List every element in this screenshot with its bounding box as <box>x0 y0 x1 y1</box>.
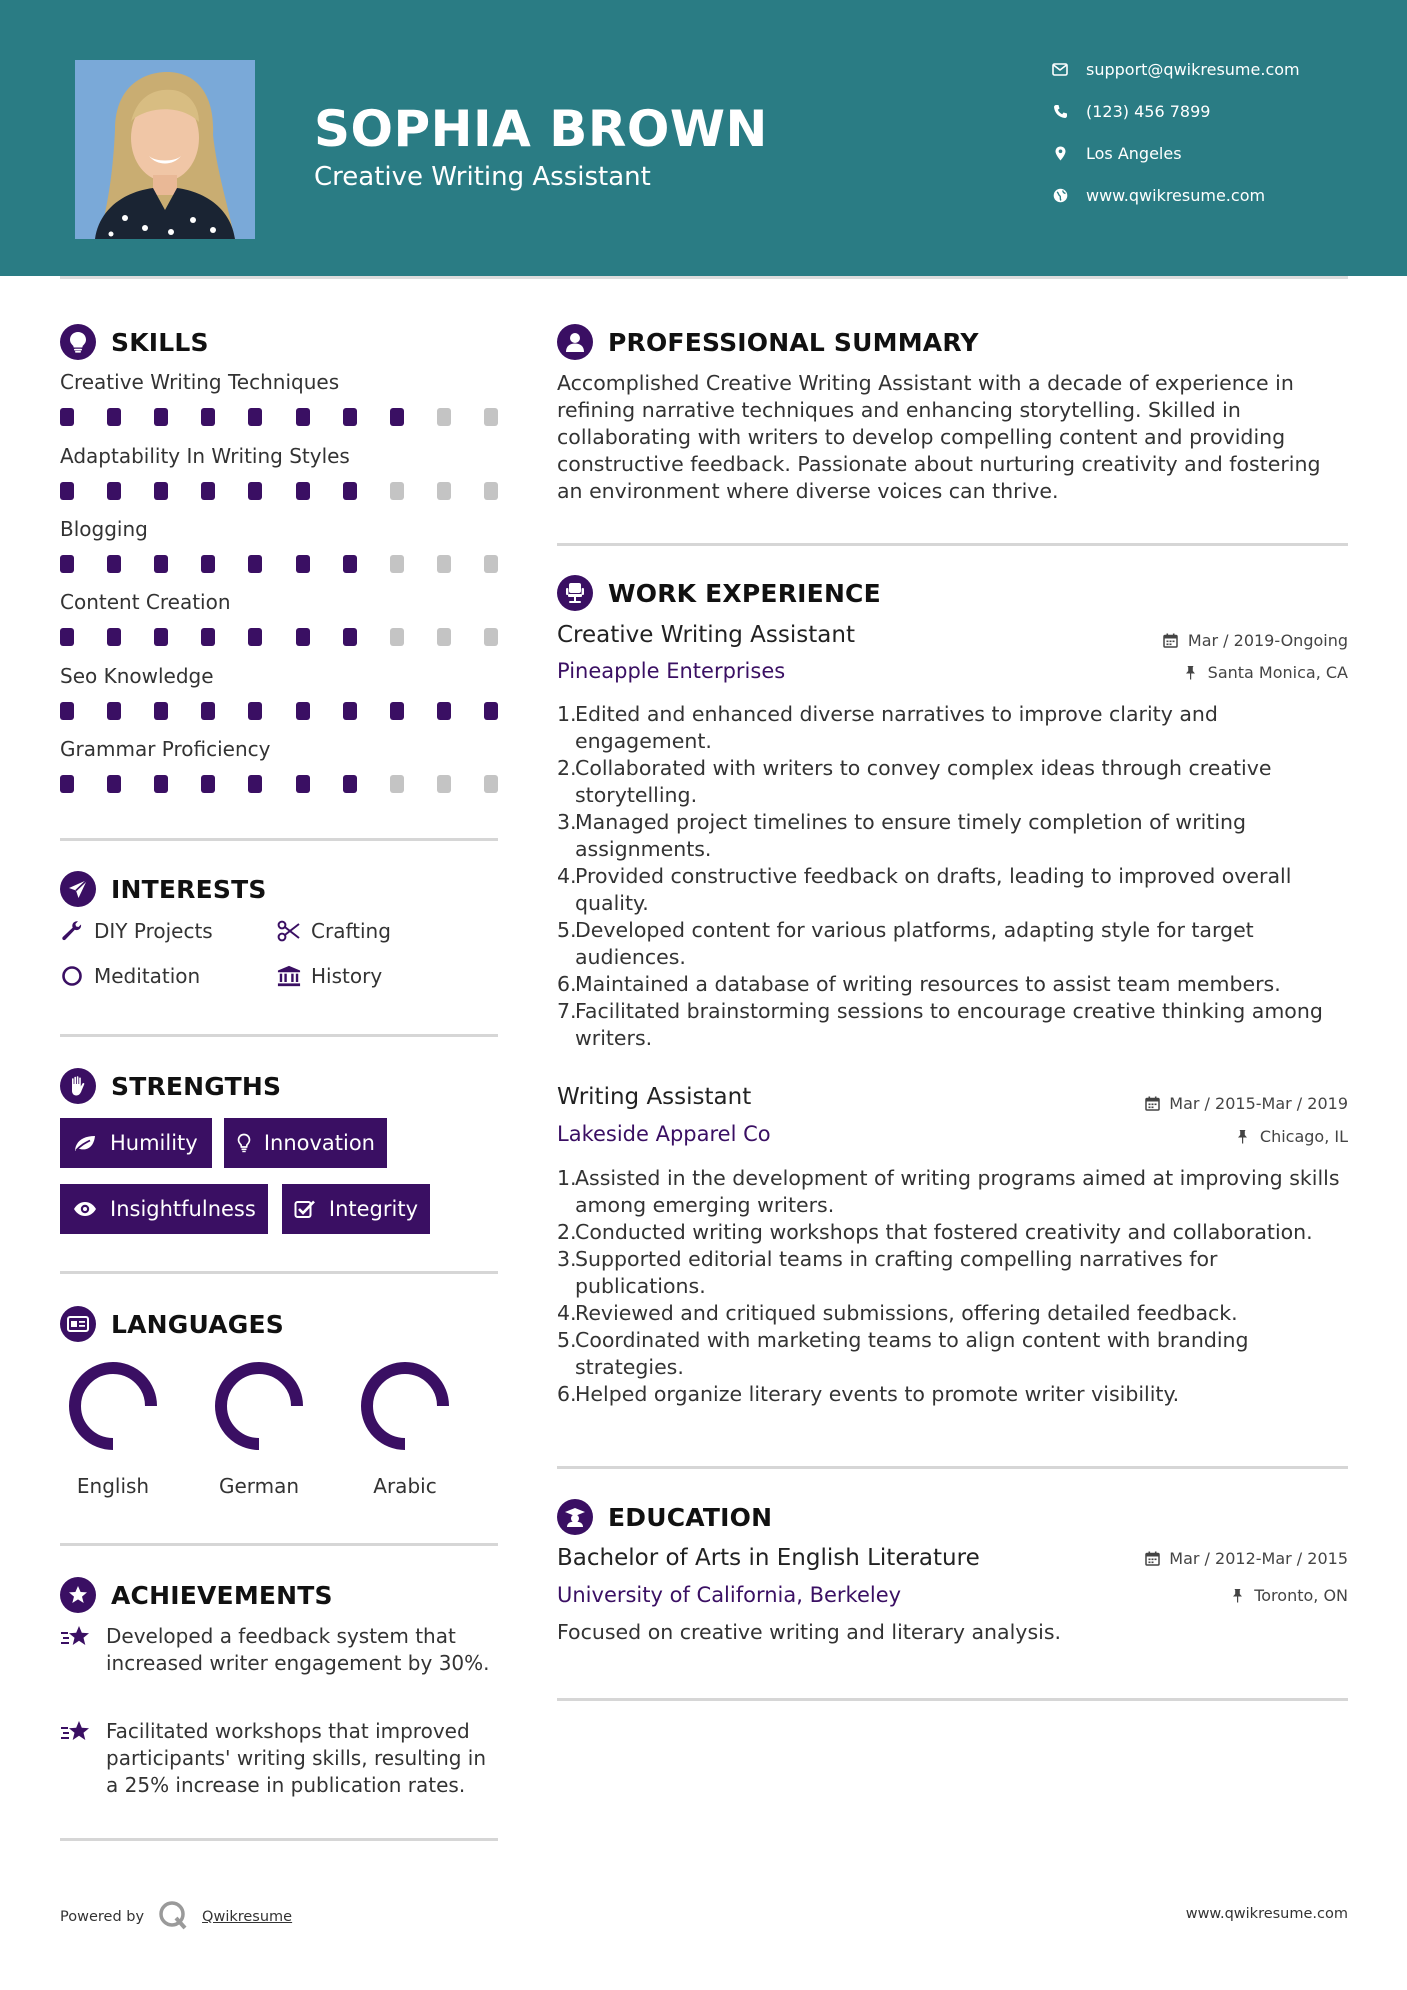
strength-badge <box>60 1184 268 1234</box>
job-location <box>1235 1127 1348 1146</box>
qwikresume-link[interactable]: Qwikresume <box>202 1909 293 1925</box>
job-role: Writing Assistant <box>557 1084 752 1110</box>
skill-dot-filled <box>390 702 404 720</box>
skill-dot-filled <box>60 555 74 573</box>
skill-name: Content Creation <box>60 590 231 614</box>
skill-dot-filled <box>248 482 262 500</box>
duty-text: Maintained a database of writing resources to assist team members. <box>575 972 1281 996</box>
section-divider <box>60 1543 498 1546</box>
job-location-text: Santa Monica, CA <box>1207 663 1348 682</box>
candidate-name: SOPHIA BROWN <box>314 100 768 158</box>
language-item <box>345 1358 465 1498</box>
footer-website-link[interactable]: www.qwikresume.com <box>1185 1906 1348 1922</box>
strength-badge <box>60 1118 212 1168</box>
contact-website[interactable] <box>1050 183 1265 207</box>
contact-phone[interactable] <box>1050 99 1210 123</box>
duty-item: 1. Assisted in the development of writing programs aimed at improving skills among emerging writers. <box>557 1166 1340 1217</box>
duty-text: Collaborated with writers to convey complex ideas through creative storytelling. <box>575 756 1272 807</box>
skill-dot-filled <box>60 702 74 720</box>
skill-dot-filled <box>107 628 121 646</box>
resume-header <box>0 0 1407 276</box>
hand-icon <box>60 1068 96 1104</box>
duty-text: Developed content for various platforms, adapting style for target audiences. <box>575 918 1254 969</box>
skill-dot-filled <box>60 408 74 426</box>
skill-dot-filled <box>248 408 262 426</box>
circle-icon <box>60 964 84 988</box>
section-divider <box>60 1271 498 1274</box>
skill-dot-filled <box>154 628 168 646</box>
language-name: English <box>76 1474 150 1498</box>
language-gauge <box>357 1358 453 1454</box>
star-badge-icon <box>60 1577 96 1613</box>
contact-website-text: www.qwikresume.com <box>1086 185 1266 205</box>
achievement-text: Developed a feedback system that increased writer engagement by 30%. <box>106 1624 490 1675</box>
skill-name: Creative Writing Techniques <box>60 370 340 394</box>
globe-icon <box>1050 185 1070 205</box>
duty-item: 5. Developed content for various platforms, adapting style for target audiences. <box>557 918 1254 969</box>
skill-dot-empty <box>484 482 498 500</box>
interest-item <box>60 962 200 990</box>
strength-badge <box>224 1118 387 1168</box>
education-dates <box>1144 1549 1348 1568</box>
skill-dot-filled <box>107 775 121 793</box>
contact-email[interactable] <box>1050 57 1300 81</box>
duty-text: Helped organize literary events to promote writer visibility. <box>575 1382 1180 1406</box>
achievement-item <box>60 1718 500 1799</box>
pushpin-icon <box>1183 665 1199 681</box>
id-card-icon <box>60 1306 96 1342</box>
checkbox-icon <box>294 1198 317 1220</box>
skill-rating <box>60 555 498 573</box>
education-description: Focused on creative writing and literary analysis. <box>557 1620 1062 1644</box>
skill-dot-filled <box>343 482 357 500</box>
interest-label: Meditation <box>94 964 201 988</box>
skill-dot-filled <box>154 702 168 720</box>
user-icon <box>557 324 593 360</box>
duty-text: Supported editorial teams in crafting compelling narratives for publications. <box>575 1247 1218 1298</box>
language-name: Arabic <box>373 1474 437 1498</box>
strength-label: Innovation <box>263 1131 375 1155</box>
header-divider <box>60 276 1348 279</box>
job-location-text: Chicago, IL <box>1259 1127 1348 1146</box>
duty-text: Facilitated brainstorming sessions to encourage creative thinking among writers. <box>575 999 1323 1050</box>
skill-dot-filled <box>107 482 121 500</box>
star-icon <box>60 1718 92 1748</box>
job-role: Creative Writing Assistant <box>557 622 855 648</box>
envelope-icon <box>1050 59 1070 79</box>
language-item <box>199 1358 319 1498</box>
skill-dot-filled <box>60 482 74 500</box>
skill-dot-empty <box>484 408 498 426</box>
duty-text: Assisted in the development of writing programs aimed at improving skills among emerging writers. <box>575 1166 1340 1217</box>
achievement-item <box>60 1623 500 1677</box>
languages-title: LANGUAGES <box>111 1309 285 1339</box>
duty-item: 4. Reviewed and critiqued submissions, offering detailed feedback. <box>557 1301 1238 1325</box>
scissors-icon <box>277 919 301 943</box>
job-company: Lakeside Apparel Co <box>557 1122 771 1146</box>
skills-title: SKILLS <box>111 327 209 357</box>
leaf-icon <box>72 1132 98 1154</box>
skill-dot-empty <box>390 628 404 646</box>
duty-item: 2. Conducted writing workshops that fostered creativity and collaboration. <box>557 1220 1313 1244</box>
skill-name: Grammar Proficiency <box>60 737 271 761</box>
education-heading <box>557 1497 772 1537</box>
skill-dot-empty <box>390 775 404 793</box>
duty-text: Coordinated with marketing teams to align content with branding strategies. <box>575 1328 1249 1379</box>
skill-rating <box>60 628 498 646</box>
skill-dot-filled <box>296 482 310 500</box>
duty-text: Reviewed and critiqued submissions, offering detailed feedback. <box>575 1301 1238 1325</box>
section-divider <box>557 543 1348 546</box>
education-dates-text: Mar / 2012-Mar / 2015 <box>1169 1549 1348 1568</box>
job-dates <box>1163 631 1348 650</box>
skill-dot-filled <box>154 482 168 500</box>
calendar-icon <box>1144 1096 1160 1112</box>
skill-dot-empty <box>437 408 451 426</box>
strength-badge <box>282 1184 430 1234</box>
section-divider <box>557 1698 1348 1701</box>
skill-dot-filled <box>343 702 357 720</box>
powered-by-label: Powered by <box>60 1909 145 1925</box>
duty-item: 1. Edited and enhanced diverse narratives to improve clarity and engagement. <box>557 702 1218 753</box>
skill-dot-empty <box>437 775 451 793</box>
skill-dot-filled <box>296 628 310 646</box>
interest-label: History <box>311 964 383 988</box>
phone-icon <box>1050 101 1070 121</box>
job-duties <box>557 701 1347 1052</box>
skill-dot-empty <box>437 482 451 500</box>
duty-item: 6. Maintained a database of writing resources to assist team members. <box>557 972 1281 996</box>
summary-title: PROFESSIONAL SUMMARY <box>608 327 979 357</box>
skill-dot-filled <box>248 628 262 646</box>
language-gauge <box>211 1358 307 1454</box>
skill-dot-filled <box>154 408 168 426</box>
profile-photo <box>75 60 255 239</box>
interest-label: Crafting <box>311 919 391 943</box>
duty-text: Conducted writing workshops that fostered creativity and collaboration. <box>575 1220 1313 1244</box>
skill-dot-filled <box>201 555 215 573</box>
lightbulb-icon <box>60 324 96 360</box>
skill-dot-filled <box>107 408 121 426</box>
skill-dot-filled <box>248 555 262 573</box>
summary-heading <box>557 322 979 362</box>
language-gauge <box>65 1358 161 1454</box>
language-name: German <box>218 1474 300 1498</box>
skill-dot-filled <box>296 775 310 793</box>
skill-rating <box>60 775 498 793</box>
strength-label: Humility <box>110 1131 198 1155</box>
skill-dot-filled <box>201 775 215 793</box>
skill-rating <box>60 702 498 720</box>
skill-dot-filled <box>296 555 310 573</box>
experience-heading <box>557 573 881 613</box>
contact-email-text: support@qwikresume.com <box>1086 59 1300 79</box>
lightbulb-icon <box>236 1132 252 1154</box>
skill-rating <box>60 482 498 500</box>
interest-item <box>60 917 213 945</box>
job-duties <box>557 1165 1347 1408</box>
qwikresume-logo-icon <box>158 1900 188 1934</box>
interest-item <box>277 962 382 990</box>
skill-dot-filled <box>484 702 498 720</box>
graduate-icon <box>557 1499 593 1535</box>
skill-dot-filled <box>343 628 357 646</box>
duty-item: 2. Collaborated with writers to convey complex ideas through creative storytelling. <box>557 756 1272 807</box>
office-chair-icon <box>557 575 593 611</box>
skills-heading <box>60 322 209 362</box>
star-icon <box>60 1623 92 1653</box>
skill-dot-filled <box>154 775 168 793</box>
section-divider <box>60 838 498 841</box>
wrench-icon <box>60 919 84 943</box>
language-level-arc <box>367 1368 443 1444</box>
calendar-icon <box>1144 1551 1160 1567</box>
skill-name: Blogging <box>60 517 148 541</box>
education-location <box>1229 1586 1348 1605</box>
skill-name: Adaptability In Writing Styles <box>60 444 350 468</box>
skill-dot-filled <box>60 775 74 793</box>
strengths-title: STRENGTHS <box>111 1071 282 1101</box>
experience-title: WORK EXPERIENCE <box>608 578 881 608</box>
language-level-arc <box>221 1368 297 1444</box>
contact-phone-text: (123) 456 7899 <box>1086 101 1211 121</box>
skill-dot-filled <box>343 775 357 793</box>
footer-powered-by <box>60 1900 292 1934</box>
skill-rating <box>60 408 498 426</box>
skill-dot-filled <box>201 628 215 646</box>
interest-item <box>277 917 391 945</box>
contact-location <box>1050 141 1182 165</box>
duty-item: 7. Facilitated brainstorming sessions to encourage creative thinking among writers. <box>557 999 1323 1050</box>
pushpin-icon <box>1235 1129 1251 1145</box>
interests-title: INTERESTS <box>111 874 267 904</box>
interest-label: DIY Projects <box>94 919 213 943</box>
education-title: EDUCATION <box>608 1502 773 1532</box>
strength-label: Integrity <box>328 1197 418 1221</box>
job-company: Pineapple Enterprises <box>557 659 786 683</box>
skill-dot-filled <box>201 702 215 720</box>
calendar-icon <box>1163 633 1179 649</box>
achievements-heading <box>60 1575 333 1615</box>
pushpin-icon <box>1229 1588 1245 1604</box>
skill-dot-empty <box>390 482 404 500</box>
section-divider <box>60 1838 498 1841</box>
job-dates-text: Mar / 2015-Mar / 2019 <box>1169 1094 1348 1113</box>
skill-dot-filled <box>248 702 262 720</box>
skill-dot-empty <box>484 775 498 793</box>
eye-icon <box>72 1198 98 1220</box>
duty-item: 3. Supported editorial teams in crafting compelling narratives for publications. <box>557 1247 1218 1298</box>
job-dates-text: Mar / 2019-Ongoing <box>1187 631 1348 650</box>
strengths-heading <box>60 1066 281 1106</box>
skill-dot-filled <box>437 702 451 720</box>
skill-dot-filled <box>296 408 310 426</box>
job-location <box>1183 663 1348 682</box>
language-level-arc <box>75 1368 151 1444</box>
achievement-text: Facilitated workshops that improved participants' writing skills, resulting in a 25% increase in publication rates. <box>106 1719 487 1797</box>
skill-name: Seo Knowledge <box>60 664 214 688</box>
job-dates <box>1144 1094 1348 1113</box>
skill-dot-filled <box>201 408 215 426</box>
skill-dot-empty <box>390 555 404 573</box>
duty-item: 3. Managed project timelines to ensure timely completion of writing assignments. <box>557 810 1247 861</box>
education-school: University of California, Berkeley <box>557 1583 902 1607</box>
education-degree: Bachelor of Arts in English Literature <box>557 1545 980 1571</box>
duty-text: Provided constructive feedback on drafts, leading to improved overall quality. <box>575 864 1292 915</box>
skill-dot-filled <box>154 555 168 573</box>
skill-dot-empty <box>484 628 498 646</box>
duty-item: 4. Provided constructive feedback on drafts, leading to improved overall quality. <box>557 864 1292 915</box>
skill-dot-filled <box>390 408 404 426</box>
map-pin-icon <box>1050 143 1070 163</box>
skill-dot-empty <box>437 555 451 573</box>
skill-dot-empty <box>437 628 451 646</box>
skill-dot-filled <box>107 555 121 573</box>
candidate-title: Creative Writing Assistant <box>314 162 651 192</box>
skill-dot-filled <box>107 702 121 720</box>
skill-dot-filled <box>201 482 215 500</box>
bank-icon <box>277 964 301 988</box>
skill-dot-filled <box>343 408 357 426</box>
skill-dot-filled <box>296 702 310 720</box>
summary-text: Accomplished Creative Writing Assistant with a decade of experience in refining narrative techniques and enhancing storytelling. Skilled in collaborating with writers to develop compelling content and providing constructive feedback. Passionate about nurturing creativity and fostering an environment where diverse voices can thrive. <box>557 371 1321 503</box>
skill-dot-filled <box>248 775 262 793</box>
skill-dot-empty <box>484 555 498 573</box>
section-divider <box>60 1034 498 1037</box>
education-location-text: Toronto, ON <box>1254 1586 1348 1605</box>
section-divider <box>557 1466 1348 1469</box>
language-item <box>53 1358 173 1498</box>
languages-heading <box>60 1304 284 1344</box>
skill-dot-filled <box>343 555 357 573</box>
duty-item: 6. Helped organize literary events to promote writer visibility. <box>557 1382 1180 1406</box>
skill-dot-filled <box>60 628 74 646</box>
contact-location-text: Los Angeles <box>1086 143 1182 163</box>
duty-item: 5. Coordinated with marketing teams to align content with branding strategies. <box>557 1328 1249 1379</box>
achievements-title: ACHIEVEMENTS <box>111 1580 333 1610</box>
strength-label: Insightfulness <box>110 1197 256 1221</box>
duty-text: Managed project timelines to ensure timely completion of writing assignments. <box>575 810 1247 861</box>
duty-text: Edited and enhanced diverse narratives to improve clarity and engagement. <box>575 702 1218 753</box>
interests-heading <box>60 869 267 909</box>
paper-plane-icon <box>60 871 96 907</box>
